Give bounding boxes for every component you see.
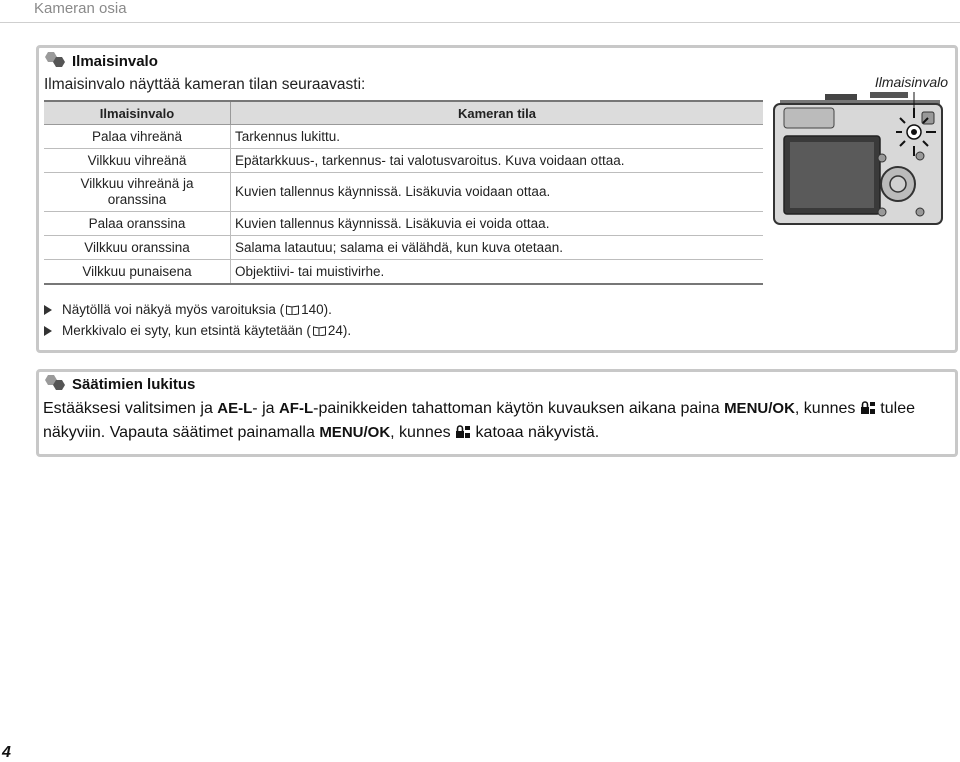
note-text <box>62 302 332 317</box>
table-row <box>44 173 763 212</box>
note-viewfinder <box>44 323 351 338</box>
status-cell: Epätarkkuus-, tarkennus- tai valotusvaroitus. Kuva voidaan ottaa. <box>231 149 764 173</box>
lock-text: , kunnes <box>390 424 456 441</box>
table-row <box>44 212 763 236</box>
light-cell: Vilkkuu vihreänä <box>44 149 231 173</box>
af-l-button-label: AF-L <box>278 400 314 417</box>
status-cell: Kuvien tallennus käynnissä. Lisäkuvia voidaan ottaa. <box>231 173 764 212</box>
control-lock-heading <box>44 375 195 393</box>
note-text-after: ). <box>342 323 352 338</box>
light-cell-line: Vilkkuu vihreänä ja <box>80 176 194 191</box>
lock-text: , kunnes <box>794 400 860 417</box>
status-cell: Salama latautuu; salama ei välähdä, kun kuva otetaan. <box>231 236 764 260</box>
note-text <box>62 323 351 338</box>
indicator-lamp-title: Ilmaisinvalo <box>72 52 158 70</box>
light-cell: Vilkkuu punaisena <box>44 260 231 285</box>
status-cell: Kuvien tallennus käynnissä. Lisäkuvia ei voida ottaa. <box>231 212 764 236</box>
menu-ok-button-label: MENU/OK <box>724 400 795 417</box>
light-cell <box>44 173 231 212</box>
control-lock-paragraph <box>43 397 923 445</box>
page-header <box>0 0 960 23</box>
table-row <box>44 125 763 149</box>
lock-text: -painikkeiden tahattoman käytön kuvauksen aikana paina <box>313 400 725 417</box>
note-arrow-icon <box>44 305 52 315</box>
lock-text: - ja <box>252 400 279 417</box>
lock-text: tulee näkyviin. Vapauta säätimet painamalla <box>43 400 915 441</box>
tip-icon <box>44 375 66 393</box>
note-text-before: Näytöllä voi näkyä myös varoituksia ( <box>62 302 285 317</box>
table-row <box>44 236 763 260</box>
note-page-ref[interactable]: 140 <box>301 302 324 317</box>
status-cell: Tarkennus lukittu. <box>231 125 764 149</box>
light-cell: Palaa oranssina <box>44 212 231 236</box>
page-number: 4 <box>2 744 11 761</box>
camera-back-illustration <box>770 92 946 232</box>
book-icon <box>313 326 326 336</box>
indicator-lamp-heading <box>44 52 158 70</box>
light-cell: Palaa vihreänä <box>44 125 231 149</box>
note-warnings <box>44 302 332 317</box>
book-icon <box>286 305 299 315</box>
light-cell-line: oranssina <box>107 192 167 207</box>
note-text-before: Merkkivalo ei syty, kun etsintä käytetään ( <box>62 323 311 338</box>
lock-icon <box>455 425 471 439</box>
table-row <box>44 260 763 285</box>
lock-text: katoaa näkyvistä. <box>471 424 600 441</box>
table-row <box>44 149 763 173</box>
column-header-light: Ilmaisinvalo <box>44 101 231 125</box>
light-cell: Vilkkuu oranssina <box>44 236 231 260</box>
note-page-ref[interactable]: 24 <box>327 323 343 338</box>
camera-callout-label: Ilmaisinvalo <box>874 74 948 90</box>
control-lock-title: Säätimien lukitus <box>72 375 196 393</box>
status-cell: Objektiivi- tai muistivirhe. <box>231 260 764 285</box>
note-text-after: ). <box>323 302 332 317</box>
section-title: Kameran osia <box>34 0 127 17</box>
tip-icon <box>44 52 66 70</box>
note-arrow-icon <box>44 326 52 336</box>
ae-l-button-label: AE-L <box>217 400 253 417</box>
column-header-status: Kameran tila <box>231 101 764 125</box>
lock-text: Estääksesi valitsimen ja <box>43 400 218 417</box>
table-header-row <box>44 101 763 125</box>
menu-ok-button-label: MENU/OK <box>319 424 391 441</box>
indicator-intro: Ilmaisinvalo näyttää kameran tilan seuraavasti: <box>44 76 366 93</box>
indicator-status-table <box>44 100 763 285</box>
lock-icon <box>860 401 876 415</box>
